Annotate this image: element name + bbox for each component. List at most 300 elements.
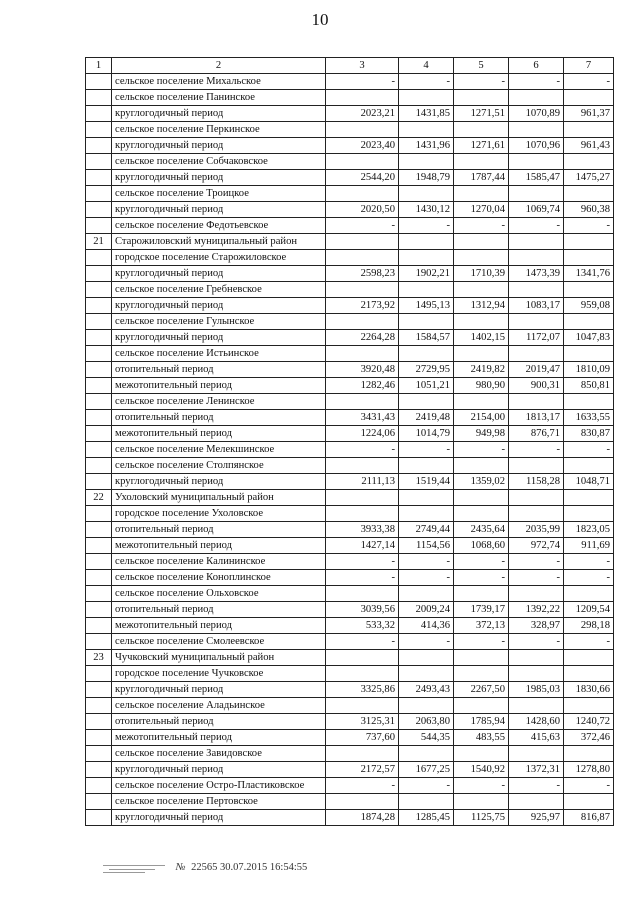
row-name-cell: круглогодичный период [112, 762, 326, 778]
row-index-cell [86, 570, 112, 586]
row-index-cell [86, 314, 112, 330]
value-cell: - [399, 570, 454, 586]
value-cell: 1475,27 [564, 170, 614, 186]
row-index-cell [86, 474, 112, 490]
value-cell [564, 394, 614, 410]
value-cell [399, 154, 454, 170]
row-name-cell: сельское поселение Столпянское [112, 458, 326, 474]
header-cell: 6 [509, 58, 564, 74]
value-cell: 1285,45 [399, 810, 454, 826]
row-index-cell [86, 746, 112, 762]
document-number: 22565 [191, 862, 218, 873]
table-row [86, 634, 614, 650]
row-index-cell [86, 330, 112, 346]
value-cell: 1224,06 [326, 426, 399, 442]
table-row [86, 218, 614, 234]
row-name-cell: круглогодичный период [112, 298, 326, 314]
value-cell: - [564, 218, 614, 234]
value-cell [509, 666, 564, 682]
value-cell: 2035,99 [509, 522, 564, 538]
row-name-cell: межотопительный период [112, 618, 326, 634]
table-row [86, 90, 614, 106]
value-cell: 1359,02 [454, 474, 509, 490]
value-cell: - [564, 554, 614, 570]
value-cell: - [326, 442, 399, 458]
table-row [86, 298, 614, 314]
value-cell [399, 90, 454, 106]
value-cell: 1172,07 [509, 330, 564, 346]
value-cell [326, 506, 399, 522]
value-cell: - [399, 634, 454, 650]
document-footer [103, 862, 307, 873]
value-cell: - [564, 442, 614, 458]
value-cell [454, 282, 509, 298]
value-cell [509, 650, 564, 666]
value-cell: 961,43 [564, 138, 614, 154]
row-name-cell: сельское поселение Михальское [112, 74, 326, 90]
value-cell: 1271,61 [454, 138, 509, 154]
value-cell [454, 186, 509, 202]
table-row [86, 426, 614, 442]
row-name-cell: Ухоловский муниципальный район [112, 490, 326, 506]
value-cell: 1341,76 [564, 266, 614, 282]
value-cell [509, 746, 564, 762]
table-row [86, 650, 614, 666]
value-cell: 415,63 [509, 730, 564, 746]
table-row [86, 378, 614, 394]
header-cell: 2 [112, 58, 326, 74]
value-cell [509, 90, 564, 106]
table-row [86, 154, 614, 170]
value-cell: - [564, 778, 614, 794]
row-index-cell [86, 426, 112, 442]
value-cell: 1240,72 [564, 714, 614, 730]
row-index-cell [86, 810, 112, 826]
value-cell: 2544,20 [326, 170, 399, 186]
table-header-row [86, 58, 614, 74]
value-cell: 3933,38 [326, 522, 399, 538]
value-cell [454, 458, 509, 474]
value-cell [326, 90, 399, 106]
value-cell [326, 458, 399, 474]
row-name-cell: межотопительный период [112, 378, 326, 394]
value-cell: 2729,95 [399, 362, 454, 378]
value-cell: 2267,50 [454, 682, 509, 698]
value-cell [509, 394, 564, 410]
value-cell: 1830,66 [564, 682, 614, 698]
value-cell: 1677,25 [399, 762, 454, 778]
value-cell: 2419,48 [399, 410, 454, 426]
value-cell: 1495,13 [399, 298, 454, 314]
value-cell [326, 746, 399, 762]
row-name-cell: межотопительный период [112, 426, 326, 442]
row-name-cell: сельское поселение Остро-Пластиковское [112, 778, 326, 794]
table-row [86, 314, 614, 330]
value-cell [564, 458, 614, 474]
table-row [86, 602, 614, 618]
table-row [86, 202, 614, 218]
table-row [86, 410, 614, 426]
table-row [86, 250, 614, 266]
value-cell [399, 282, 454, 298]
value-cell [509, 458, 564, 474]
row-index-cell [86, 250, 112, 266]
row-index-cell [86, 394, 112, 410]
value-cell: - [509, 442, 564, 458]
value-cell [454, 666, 509, 682]
value-cell: 972,74 [509, 538, 564, 554]
value-cell: 816,87 [564, 810, 614, 826]
row-name-cell: сельское поселение Гребневское [112, 282, 326, 298]
value-cell [454, 394, 509, 410]
row-name-cell: сельское поселение Ольховское [112, 586, 326, 602]
value-cell [454, 794, 509, 810]
value-cell: 3920,48 [326, 362, 399, 378]
row-name-cell: сельское поселение Смолеевское [112, 634, 326, 650]
value-cell: 2009,24 [399, 602, 454, 618]
value-cell: 1813,17 [509, 410, 564, 426]
value-cell [454, 346, 509, 362]
value-cell: 1785,94 [454, 714, 509, 730]
table-row [86, 538, 614, 554]
row-name-cell: сельское поселение Завидовское [112, 746, 326, 762]
value-cell [509, 122, 564, 138]
value-cell [454, 650, 509, 666]
value-cell [564, 90, 614, 106]
row-name-cell: отопительный период [112, 602, 326, 618]
value-cell: - [326, 554, 399, 570]
row-name-cell: сельское поселение Аладьинское [112, 698, 326, 714]
value-cell: 1519,44 [399, 474, 454, 490]
table-row [86, 778, 614, 794]
value-cell: - [509, 74, 564, 90]
header-cell: 1 [86, 58, 112, 74]
value-cell [326, 650, 399, 666]
value-cell [564, 794, 614, 810]
row-name-cell: отопительный период [112, 714, 326, 730]
value-cell [509, 250, 564, 266]
value-cell [399, 234, 454, 250]
value-cell [454, 314, 509, 330]
value-cell [326, 250, 399, 266]
table-row [86, 810, 614, 826]
row-name-cell: круглогодичный период [112, 474, 326, 490]
row-index-cell [86, 362, 112, 378]
row-name-cell: круглогодичный период [112, 138, 326, 154]
table-row [86, 474, 614, 490]
value-cell: 1051,21 [399, 378, 454, 394]
value-cell [454, 234, 509, 250]
value-cell: 1048,71 [564, 474, 614, 490]
value-cell [564, 746, 614, 762]
table-row [86, 762, 614, 778]
value-cell [454, 698, 509, 714]
value-cell [564, 650, 614, 666]
value-cell: 1428,60 [509, 714, 564, 730]
row-name-cell: Чучковский муниципальный район [112, 650, 326, 666]
value-cell [564, 282, 614, 298]
value-cell: - [564, 570, 614, 586]
table-row [86, 122, 614, 138]
row-name-cell: сельское поселение Гулынское [112, 314, 326, 330]
value-cell: 1540,92 [454, 762, 509, 778]
value-cell: 876,71 [509, 426, 564, 442]
value-cell: 900,31 [509, 378, 564, 394]
table-row [86, 506, 614, 522]
value-cell: 2264,28 [326, 330, 399, 346]
table-row [86, 490, 614, 506]
value-cell [399, 650, 454, 666]
value-cell: 2020,50 [326, 202, 399, 218]
value-cell [326, 122, 399, 138]
row-index-cell [86, 138, 112, 154]
table-row [86, 266, 614, 282]
value-cell: 1014,79 [399, 426, 454, 442]
row-index-cell [86, 714, 112, 730]
value-cell: - [326, 778, 399, 794]
row-index-cell [86, 554, 112, 570]
value-cell: - [509, 570, 564, 586]
value-cell [454, 90, 509, 106]
value-cell: - [454, 74, 509, 90]
row-name-cell: отопительный период [112, 522, 326, 538]
value-cell: - [454, 634, 509, 650]
row-name-cell: круглогодичный период [112, 266, 326, 282]
value-cell [564, 122, 614, 138]
value-cell: 2111,13 [326, 474, 399, 490]
value-cell [564, 506, 614, 522]
value-cell [399, 746, 454, 762]
row-name-cell: городское поселение Чучковское [112, 666, 326, 682]
value-cell: 1902,21 [399, 266, 454, 282]
row-index-cell [86, 778, 112, 794]
value-cell: - [509, 634, 564, 650]
value-cell: 1810,09 [564, 362, 614, 378]
value-cell: 961,37 [564, 106, 614, 122]
table-row [86, 458, 614, 474]
row-index-cell [86, 794, 112, 810]
value-cell [326, 234, 399, 250]
table-row [86, 394, 614, 410]
document-datetime: 30.07.2015 16:54:55 [220, 862, 308, 873]
number-sign: № [175, 862, 186, 873]
value-cell: 3325,86 [326, 682, 399, 698]
value-cell: - [399, 442, 454, 458]
row-index-cell [86, 666, 112, 682]
value-cell [564, 346, 614, 362]
value-cell [399, 490, 454, 506]
value-cell: 1154,56 [399, 538, 454, 554]
row-name-cell: сельское поселение Пертовское [112, 794, 326, 810]
header-cell: 3 [326, 58, 399, 74]
value-cell: 1585,47 [509, 170, 564, 186]
row-index-cell [86, 74, 112, 90]
value-cell [564, 314, 614, 330]
row-index-cell [86, 410, 112, 426]
value-cell [564, 250, 614, 266]
value-cell: - [454, 778, 509, 794]
value-cell: 2063,80 [399, 714, 454, 730]
row-name-cell: круглогодичный период [112, 106, 326, 122]
table-row [86, 234, 614, 250]
row-name-cell: сельское поселение Перкинское [112, 122, 326, 138]
value-cell [454, 490, 509, 506]
value-cell: - [326, 218, 399, 234]
value-cell [564, 186, 614, 202]
value-cell: 3431,43 [326, 410, 399, 426]
row-index-cell [86, 202, 112, 218]
row-index-cell [86, 378, 112, 394]
row-name-cell: городское поселение Старожиловское [112, 250, 326, 266]
value-cell [564, 666, 614, 682]
table-row [86, 618, 614, 634]
row-index-cell [86, 106, 112, 122]
value-cell [509, 234, 564, 250]
row-name-cell: сельское поселение Собчаковское [112, 154, 326, 170]
value-cell [564, 154, 614, 170]
row-name-cell: отопительный период [112, 410, 326, 426]
value-cell: - [454, 218, 509, 234]
value-cell: 1282,46 [326, 378, 399, 394]
value-cell [509, 314, 564, 330]
value-cell: 1473,39 [509, 266, 564, 282]
value-cell: 850,81 [564, 378, 614, 394]
value-cell: - [454, 442, 509, 458]
value-cell: 2598,23 [326, 266, 399, 282]
value-cell: 1069,74 [509, 202, 564, 218]
value-cell: 544,35 [399, 730, 454, 746]
row-index-cell [86, 122, 112, 138]
value-cell: 1070,89 [509, 106, 564, 122]
value-cell: 1070,96 [509, 138, 564, 154]
value-cell: - [564, 634, 614, 650]
value-cell: 830,87 [564, 426, 614, 442]
table-row [86, 362, 614, 378]
table-row [86, 170, 614, 186]
value-cell: 1209,54 [564, 602, 614, 618]
value-cell: 3039,56 [326, 602, 399, 618]
value-cell [326, 346, 399, 362]
value-cell [509, 698, 564, 714]
value-cell: 1047,83 [564, 330, 614, 346]
row-name-cell: сельское поселение Калининское [112, 554, 326, 570]
value-cell: 1584,57 [399, 330, 454, 346]
row-index-cell [86, 682, 112, 698]
value-cell: 1633,55 [564, 410, 614, 426]
value-cell: 2023,21 [326, 106, 399, 122]
row-name-cell: сельское поселение Истьинское [112, 346, 326, 362]
row-index-cell [86, 730, 112, 746]
row-name-cell: сельское поселение Коноплинское [112, 570, 326, 586]
value-cell: - [326, 570, 399, 586]
value-cell [454, 506, 509, 522]
value-cell: 925,97 [509, 810, 564, 826]
header-cell: 4 [399, 58, 454, 74]
row-index-cell [86, 698, 112, 714]
value-cell [454, 250, 509, 266]
value-cell [399, 698, 454, 714]
value-cell: 1372,31 [509, 762, 564, 778]
row-index-cell [86, 346, 112, 362]
value-cell: 1739,17 [454, 602, 509, 618]
value-cell: - [454, 570, 509, 586]
value-cell: 2749,44 [399, 522, 454, 538]
tariff-table [85, 57, 614, 826]
row-name-cell: круглогодичный период [112, 682, 326, 698]
value-cell [399, 314, 454, 330]
table-row [86, 794, 614, 810]
value-cell: - [326, 634, 399, 650]
value-cell: 949,98 [454, 426, 509, 442]
value-cell [509, 506, 564, 522]
table-row [86, 106, 614, 122]
value-cell [399, 186, 454, 202]
value-cell: 1270,04 [454, 202, 509, 218]
value-cell [454, 586, 509, 602]
value-cell: 2023,40 [326, 138, 399, 154]
row-name-cell: сельское поселение Ленинское [112, 394, 326, 410]
value-cell [509, 490, 564, 506]
value-cell: 372,13 [454, 618, 509, 634]
value-cell [326, 282, 399, 298]
table-row [86, 698, 614, 714]
registry-stamp [103, 863, 165, 873]
value-cell [399, 458, 454, 474]
table-row [86, 346, 614, 362]
value-cell: 2172,57 [326, 762, 399, 778]
value-cell: 1431,96 [399, 138, 454, 154]
value-cell [399, 346, 454, 362]
table-row [86, 74, 614, 90]
value-cell [454, 746, 509, 762]
value-cell: - [326, 74, 399, 90]
value-cell: 980,90 [454, 378, 509, 394]
value-cell: 1710,39 [454, 266, 509, 282]
value-cell: - [509, 554, 564, 570]
row-index-cell: 23 [86, 650, 112, 666]
table-row [86, 554, 614, 570]
value-cell: 1430,12 [399, 202, 454, 218]
value-cell [509, 154, 564, 170]
table-row [86, 730, 614, 746]
row-index-cell [86, 618, 112, 634]
value-cell: - [564, 74, 614, 90]
row-index-cell [86, 218, 112, 234]
value-cell: 1402,15 [454, 330, 509, 346]
header-cell: 7 [564, 58, 614, 74]
value-cell: - [399, 554, 454, 570]
table-row [86, 186, 614, 202]
value-cell: - [399, 778, 454, 794]
row-name-cell: круглогодичный период [112, 202, 326, 218]
value-cell [326, 698, 399, 714]
value-cell [454, 154, 509, 170]
row-index-cell [86, 282, 112, 298]
value-cell: 1392,22 [509, 602, 564, 618]
value-cell: - [454, 554, 509, 570]
table-row [86, 442, 614, 458]
value-cell: 1158,28 [509, 474, 564, 490]
table-row [86, 666, 614, 682]
row-name-cell: сельское поселение Федотьевское [112, 218, 326, 234]
value-cell: 2493,43 [399, 682, 454, 698]
value-cell: 1874,28 [326, 810, 399, 826]
row-name-cell: круглогодичный период [112, 330, 326, 346]
row-index-cell [86, 538, 112, 554]
row-index-cell [86, 586, 112, 602]
value-cell [454, 122, 509, 138]
value-cell: 414,36 [399, 618, 454, 634]
